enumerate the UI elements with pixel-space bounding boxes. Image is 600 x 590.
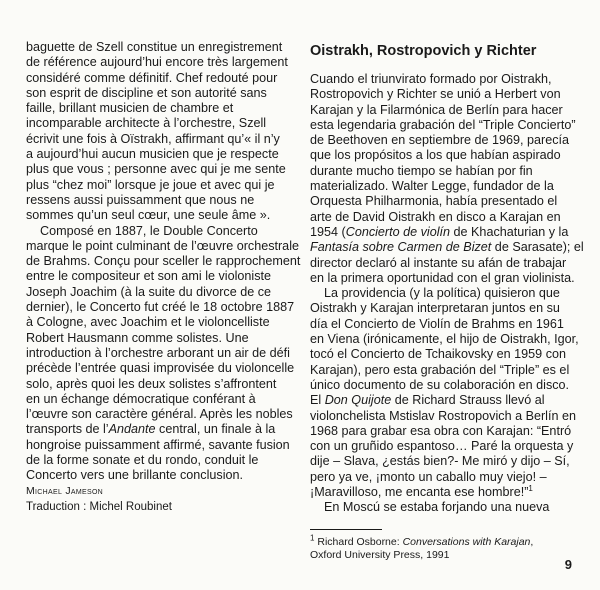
text-run: 1954 ( [310, 224, 346, 239]
text-line: écrivit une fois à Oïstrakh, affirmant qu’« il n’y [26, 131, 280, 146]
text-run: Richard Osborne: [314, 535, 403, 548]
italic-title: Concierto de violín [345, 224, 451, 239]
text-run: El [310, 393, 325, 408]
text-line: materializado. Walter Legge, fundador de la [310, 179, 554, 194]
footnote-line: Oxford University Press, 1991 [310, 548, 450, 561]
text-line [310, 393, 578, 408]
text-run: de Khachaturian y la [450, 224, 569, 239]
text-line: Composé en 1887, le Double Concerto [40, 223, 258, 238]
text-line: violonchelista Mstislav Rostropovich a Berlín en [310, 408, 576, 423]
text-line: esta legendaria grabación del “Triple Concierto” [310, 117, 576, 132]
text-line: entre le compositeur et son ami le violoniste [26, 269, 272, 284]
left-column [26, 40, 301, 515]
page-number: 9 [564, 557, 572, 572]
text-line: único documento de su colaboración en disco. [310, 377, 570, 392]
text-line: précède l’entrée quasi improvisée du violoncelle [26, 361, 295, 376]
text-line: tocó el Concierto de Tchaikovsky en 1959 con [310, 347, 566, 362]
text-line: 1968 para grabar esa obra con Karajan: “Entró [310, 423, 572, 438]
text-line: de la forme sonate et du rondo, conduit le [26, 453, 259, 468]
paragraph [26, 223, 301, 484]
text-line: La providencia (y la política) quisieron que [324, 286, 560, 301]
paragraph [310, 286, 578, 500]
text-line [26, 422, 292, 437]
text-line: Joseph Joachim (à la suite du divorce de ce [26, 284, 272, 299]
italic-term: Andante [108, 422, 156, 437]
text-line: dernier), le Concerto fut créé le 18 octobre 1887 [26, 300, 295, 315]
italic-title: Fantasía sobre Carmen de Bizet [310, 240, 492, 255]
text-line: baguette de Szell constitue un enregistrement [26, 40, 283, 54]
footnote-divider [310, 529, 382, 530]
text-line: dije – Slava, ¿estás bien?- Me miró y dijo – Sí, [310, 454, 570, 469]
text-line: Oistrakh y Karajan interpretaran juntos en su [310, 301, 560, 316]
text-line: en Viena (irónicamente, el hijo de Oistrakh, Igor, [310, 332, 579, 347]
footnote-ref[interactable]: 1 [528, 483, 533, 493]
italic-title: Don Quijote [324, 393, 392, 408]
footnote-number: 1 [310, 533, 315, 543]
paragraph [26, 40, 292, 224]
text-run: , [530, 535, 534, 548]
text-line: Karajan), pero esta grabación del “Triple” es el [310, 362, 570, 377]
text-run: transports de l’ [26, 422, 109, 437]
text-run: de Sarasate); el [491, 240, 584, 255]
text-line: Concerto vers une brillante conclusion. [26, 468, 244, 483]
footnote [310, 533, 578, 562]
text-run: ¡Maravilloso, me encanta ese hombre!” [310, 485, 529, 500]
text-line: Orquesta Philharmonia, había presentado el [310, 194, 558, 209]
footnote-line [310, 533, 578, 549]
section-heading: Oistrakh, Rostropovich y Richter [310, 43, 537, 59]
text-line: Rostropovich y Richter se unió a Herbert von [310, 87, 561, 102]
text-line: considéré comme définitif. Chef redouté pour [26, 70, 278, 85]
italic-title: Conversations with Karajan [402, 535, 531, 548]
text-line [310, 485, 578, 500]
text-line: en la primera oportunidad con el gran violinista. [310, 270, 575, 285]
text-line: à Cologne, avec Joachim et le violoncelliste [26, 315, 270, 330]
text-line: l’œuvre son caractère général. Après les nobles [26, 407, 293, 422]
text-line: marque le point culminant de l’œuvre orchestrale [26, 238, 299, 253]
text-run: central, un finale à la [155, 422, 276, 437]
text-line: durante mucho tiempo se habían por fin [310, 163, 533, 178]
text-line [310, 240, 584, 255]
text-line: faille, brillant musicien de chambre et [26, 101, 234, 116]
text-line: que los propósitos a los que habían aspirado [310, 148, 561, 163]
text-line: de Beethoven en septiembre de 1969, parecía [310, 133, 570, 148]
text-line: incomparable architecte à l’orchestre, Szell [26, 116, 267, 131]
text-line: hongroise puissamment affirmé, savante fusion [26, 437, 290, 452]
text-line: introduction à l’orchestre arborant un air de défi [26, 345, 290, 360]
text-line: sommes qu’un seul cœur, une seule âme ». [26, 208, 271, 223]
text-line: pero ya ve, ¡monto un caballo muy viejo! – [310, 469, 547, 484]
text-line: solo, après quoi les deux solistes s’affrontent [26, 376, 277, 391]
text-line: Karajan y la Filarmónica de Berlín para hacer [310, 102, 563, 117]
text-line: Cuando el triunvirato formado por Oistrakh, [310, 72, 552, 86]
text-line: son esprit de discipline et son autorité sans [26, 85, 267, 100]
paragraph [310, 72, 584, 286]
text-line: de référence aujourd’hui encore très largement [26, 55, 288, 70]
text-line: a aujourd’hui aucun musicien que je respecte [26, 147, 279, 162]
right-column [310, 40, 584, 562]
text-line: ressens aussi puissamment que nous ne [26, 192, 255, 207]
text-line [310, 225, 578, 240]
text-line: con un gruñido espantoso… Paré la orquesta y [310, 439, 574, 454]
text-line: plus que vous ; personne avec qui je me sente [26, 162, 286, 177]
text-line: en un échange démocratique conférant à [26, 391, 256, 406]
text-line: plus “chez moi” lorsque je joue et avec qui je [26, 177, 275, 192]
text-line: director declaró al instante su afán de trabajar [310, 255, 567, 270]
text-line: arte de David Oistrakh en disco a Karajan en [310, 209, 561, 224]
translator-credit: Traduction : Michel Roubinet [26, 500, 172, 513]
author-credit: Michael Jameson [26, 484, 104, 497]
text-line: de Brahms. Conçu pour sceller le rapprochement [26, 254, 301, 269]
text-run: de Richard Strauss llevó al [391, 393, 545, 408]
text-line: En Moscú se estaba forjando una nueva [324, 500, 550, 515]
text-line: día el Concierto de Violín de Brahms en 1961 [310, 316, 564, 331]
text-line: Robert Hausmann comme solistes. Une [26, 330, 249, 345]
